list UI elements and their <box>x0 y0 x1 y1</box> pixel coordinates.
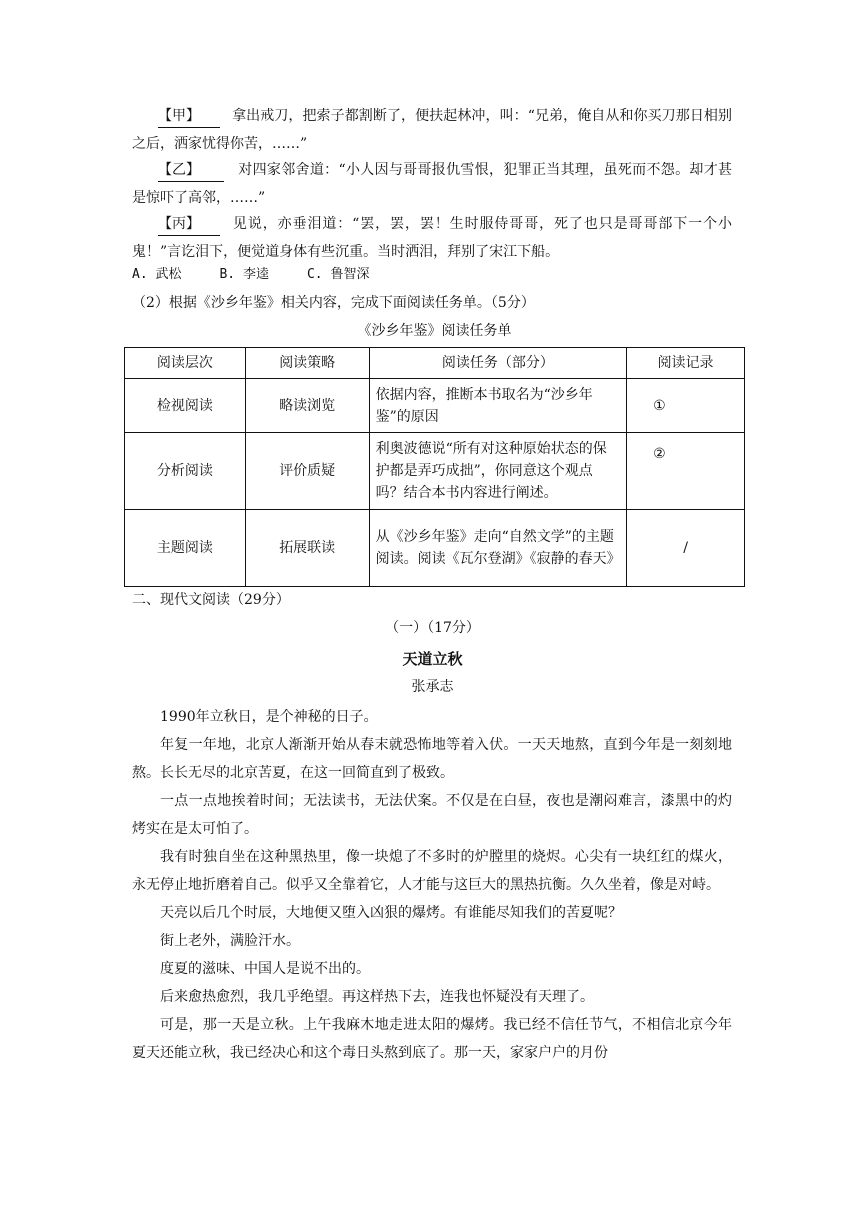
header-cell: 阅读策略 <box>245 348 369 379</box>
header-cell: 阅读任务（部分） <box>369 348 627 379</box>
table-cell: 评价质疑 <box>245 433 369 510</box>
excerpt-tag-jia: 【甲】 <box>158 105 220 128</box>
excerpt-tag-bing: 【丙】 <box>158 213 220 236</box>
option-a: A. 武松 <box>132 267 182 282</box>
table-cell: 分析阅读 <box>125 433 246 510</box>
section-heading: 二、现代文阅读（29分） <box>132 592 290 608</box>
table-cell: 略读浏览 <box>245 379 369 433</box>
excerpt-tag-yi: 【乙】 <box>158 159 224 182</box>
part-heading: （一）（17分） <box>385 620 480 636</box>
table-cell: 检视阅读 <box>125 379 246 433</box>
table-cell: 拓展联读 <box>245 510 369 587</box>
article-paragraph: 我有时独自坐在这种黑热里，像一块熄了不多时的炉膛里的烧烬。心尖有一块红红的煤火，永无停止地折磨着自己。似乎又全靠着它，人才能与这巨大的黑热抗衡。久久坐着，像是对峙。 <box>132 849 732 893</box>
table-cell: 依据内容，推断本书取名为“沙乡年鉴”的原因 <box>369 379 627 433</box>
excerpt-jia <box>132 102 732 158</box>
option-c: C. 鲁智深 <box>306 267 370 282</box>
article-paragraph: 后来愈热愈烈，我几乎绝望。再这样热下去，连我也怀疑没有天理了。 <box>160 989 594 1005</box>
article-paragraph: 可是，那一天是立秋。上午我麻木地走进太阳的爆烤。我已经不信任节气，不相信北京今年夏天还能立秋，我已经决心和这个毒日头熬到底了。那一天，家家户户的月份 <box>132 1017 732 1061</box>
article-paragraph: 度夏的滋味、中国人是说不出的。 <box>160 961 370 977</box>
article-paragraph: 1990年立秋日，是个神秘的日子。 <box>160 709 378 725</box>
excerpt-text-jia: 拿出戒刀，把索子都割断了，便扶起林冲，叫：“兄弟，俺自从和你买刀那日相别之后，洒家忧得你苦，……” <box>132 108 732 152</box>
header-cell: 阅读记录 <box>627 348 745 379</box>
article-paragraph: 天亮以后几个时辰，大地便又堕入凶狠的爆烤。有谁能尽知我们的苦夏呢？ <box>160 905 622 921</box>
table-cell: ① <box>627 379 745 433</box>
table-header-row <box>125 348 745 379</box>
reading-task-table <box>124 347 745 587</box>
table-cell: / <box>627 510 745 587</box>
article-paragraph: 街上老外，满脸汗水。 <box>160 933 300 949</box>
table-cell: 主题阅读 <box>125 510 246 587</box>
answer-options <box>132 264 407 286</box>
table-cell: 利奥波德说“所有对这种原始状态的保护都是弄巧成拙”，你同意这个观点吗？结合本书内容进行阐述。 <box>369 433 627 510</box>
table-row <box>125 379 745 433</box>
question-2-prompt: （2）根据《沙乡年鉴》相关内容，完成下面阅读任务单。（5分） <box>132 295 535 311</box>
article-paragraph: 一点一点地挨着时间；无法读书，无法伏案。不仅是在白昼，夜也是潮闷难言，漆黑中的灼烤实在是太可怕了。 <box>132 793 732 837</box>
table-row <box>125 433 745 510</box>
table-caption: 《沙乡年鉴》阅读任务单 <box>357 323 512 339</box>
excerpt-text-bing: 见说，亦垂泪道：“罢，罢，罢！生时服侍哥哥，死了也只是哥哥部下一个小鬼！”言讫泪下，便觉道身体有些沉重。当时洒泪，拜别了宋江下船。 <box>132 216 732 260</box>
table-cell: 从《沙乡年鉴》走向“自然文学”的主题阅读。阅读《瓦尔登湖》《寂静的春天》 <box>369 510 627 587</box>
header-cell: 阅读层次 <box>125 348 246 379</box>
article-author: 张承志 <box>411 679 454 695</box>
table-row <box>125 510 745 587</box>
article-title: 天道立秋 <box>402 650 463 668</box>
option-b: B. 李逵 <box>219 267 269 282</box>
article-body <box>132 703 732 1067</box>
excerpt-bing <box>132 210 732 266</box>
excerpt-text-yi: 对四家邻舍道：“小人因与哥哥报仇雪恨，犯罪正当其理，虽死而不怨。却才甚是惊吓了高邻，……” <box>132 162 732 206</box>
article-paragraph: 年复一年地，北京人渐渐开始从春末就恐怖地等着入伏。一天天地熬，直到今年是一刻刻地熬。长长无尽的北京苦夏，在这一回简直到了极致。 <box>132 737 732 781</box>
table-cell: ② <box>627 433 745 510</box>
excerpt-yi <box>132 156 732 212</box>
